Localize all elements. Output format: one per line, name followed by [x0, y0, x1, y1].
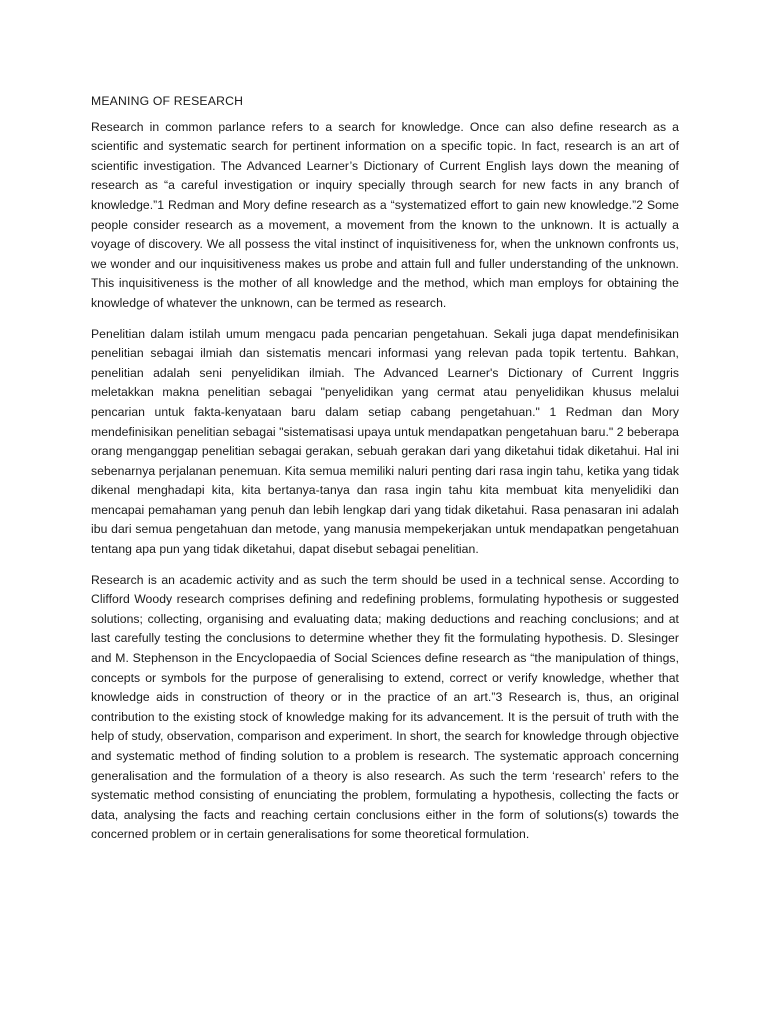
- document-title: MEANING OF RESEARCH: [91, 94, 244, 108]
- paragraph-academic-activity: Research is an academic activity and as such the term should be used in a technical sense. According to Clifford Woody research comprises defining and redefining problems, formulating hypothesis or suggested solutions; collecting, organising and evaluating data; making deductions and reaching conclusions; and at last carefully testing the conclusions to determine whether they fit the formulating hypothesis. D. Slesinger and M. Stephenson in the Encyclopaedia of Social Sciences define research as “the manipulation of things, concepts or symbols for the purpose of generalising to extend, correct or verify knowledge, whether that knowledge aids in construction of theory or in the practice of an art.”3 Research is, thus, an original contribution to the existing stock of knowledge making for its advancement. It is the persuit of truth with the help of study, observation, comparison and experiment. In short, the search for knowledge through objective and systematic method of finding solution to a problem is research. The systematic approach concerning generalisation and the formulation of a theory is also research. As such the term ‘research’ refers to the systematic method consisting of enunciating the problem, formulating a hypothesis, collecting the facts or data, analysing the facts and reaching certain conclusions either in the form of solutions(s) towards the concerned problem or in certain generalisations for some theoretical formulation.: [91, 572, 679, 842]
- paragraph-english-definition: Research in common parlance refers to a search for knowledge. Once can also define research as a scientific and systematic search for pertinent information on a specific topic. In fact, research is an art of scientific investigation. The Advanced Learner’s Dictionary of Current English lays down the meaning of research as “a careful investigation or inquiry specially through search for new facts in any branch of knowledge.”1 Redman and Mory define research as a “systematized effort to gain new knowledge.”2 Some people consider research as a movement, a movement from the known to the unknown. It is actually a voyage of discovery. We all possess the vital instinct of inquisitiveness for, when the unknown confronts us, we wonder and our inquisitiveness makes us probe and attain full and fuller understanding of the unknown. This inquisitiveness is the mother of all knowledge and the method, which man employs for obtaining the knowledge of whatever the unknown, can be termed as research.: [91, 119, 679, 310]
- paragraph-indonesian-translation: Penelitian dalam istilah umum mengacu pada pencarian pengetahuan. Sekali juga dapat mendefinisikan penelitian sebagai ilmiah dan sistematis mencari informasi yang relevan pada topik tertentu. Bahkan, penelitian adalah seni penyelidikan ilmiah. The Advanced Learner's Dictionary of Current Inggris meletakkan makna penelitian sebagai "penyelidikan yang cermat atau penyelidikan khusus melalui pencarian untuk fakta-kenyataan baru dalam setiap cabang pengetahuan." 1 Redman dan Mory mendefinisikan penelitian sebagai "sistematisasi upaya untuk mendapatkan pengetahuan baru." 2 beberapa orang menganggap penelitian sebagai gerakan, sebuah gerakan dari yang diketahui tidak diketahui. Hal ini sebenarnya perjalanan penemuan. Kita semua memiliki naluri penting dari rasa ingin tahu, ketika yang tidak dikenal menghadapi kita, kita bertanya-tanya dan rasa ingin tahu kita membuat kita menyelidiki dan mencapai pemahaman yang penuh dan lebih lengkap dari yang tidak diketahui. Rasa penasaran ini adalah ibu dari semua pengetahuan dan metode, yang manusia mempekerjakan untuk mendapatkan pengetahuan tentang apa pun yang tidak diketahui, dapat disebut sebagai penelitian.: [91, 326, 679, 557]
- document-page: [91, 92, 679, 856]
